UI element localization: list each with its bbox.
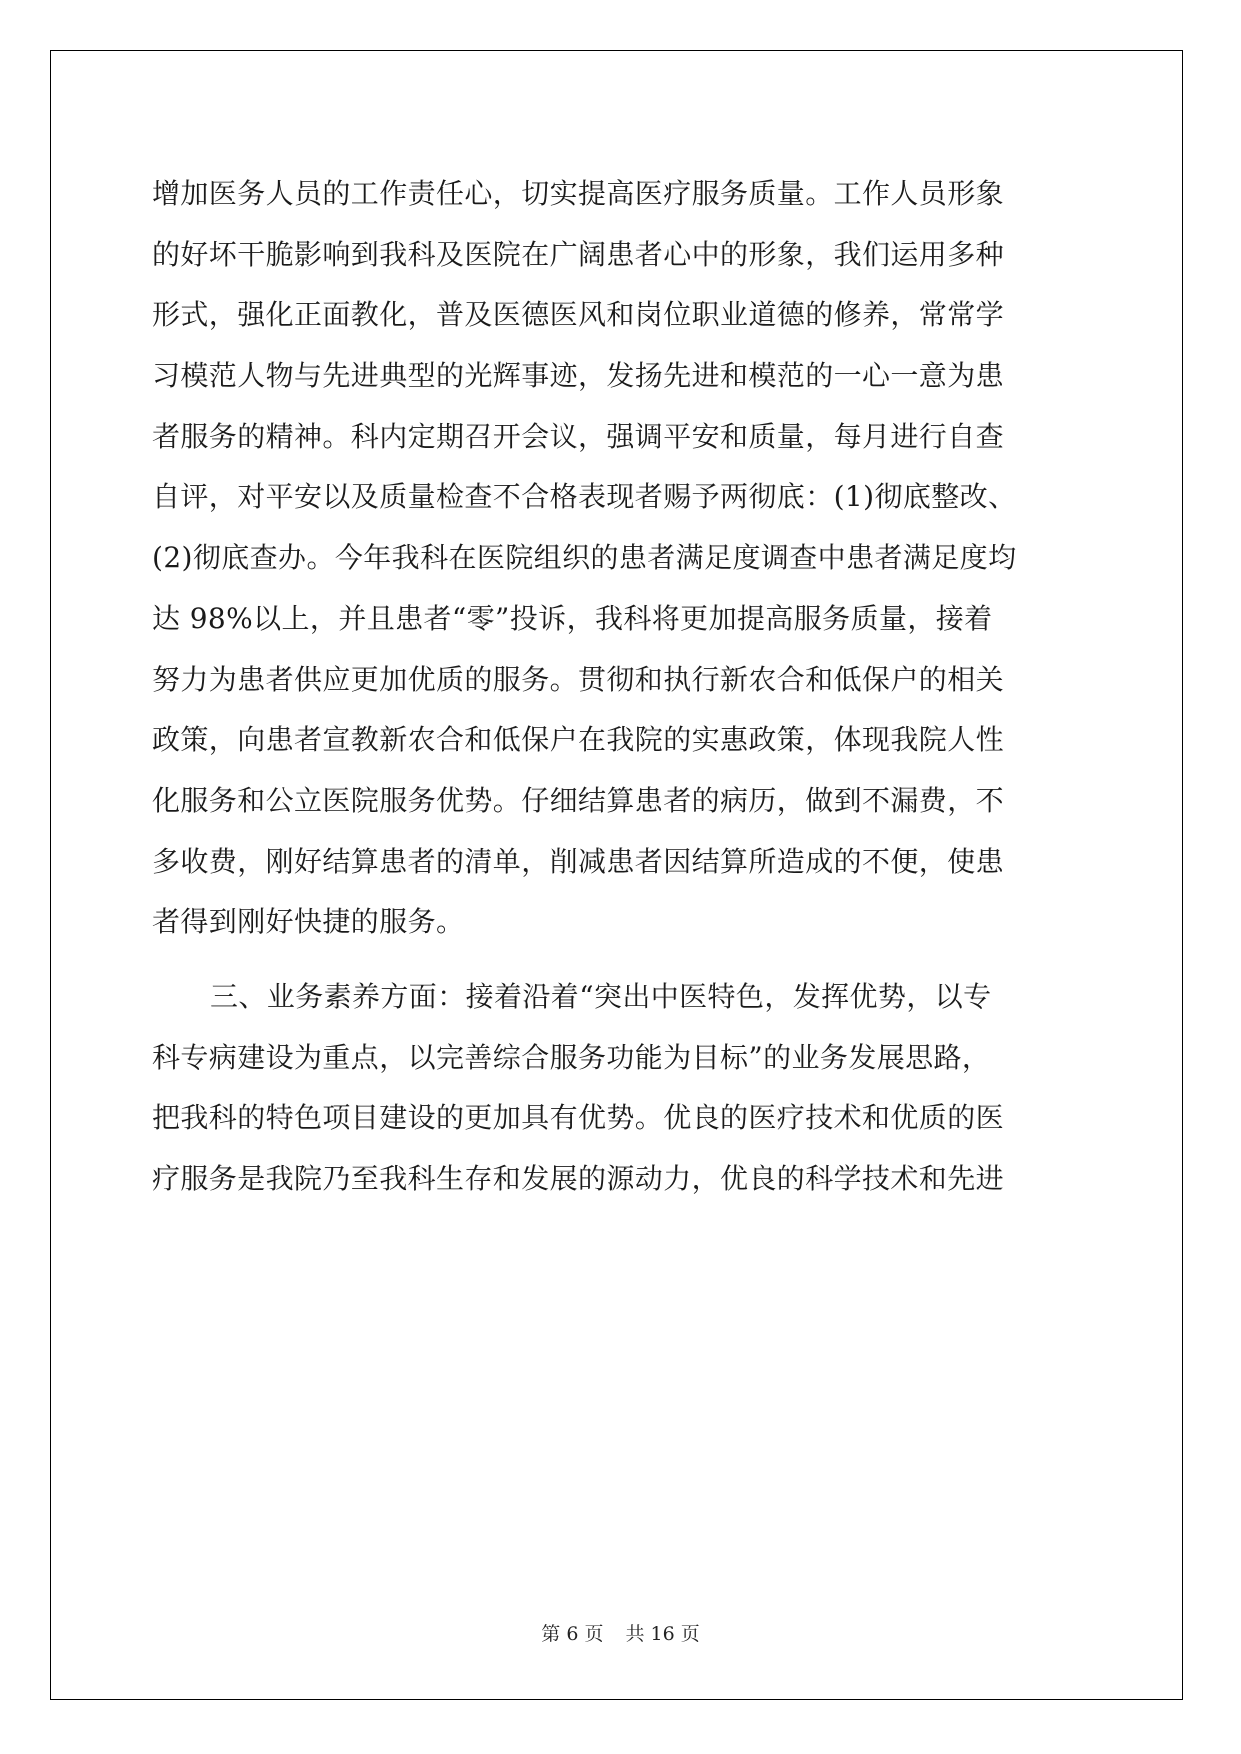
text-line: 疗服务是我院乃至我科生存和发展的源动力，优良的科学技术和先进 [152,1162,1005,1195]
text-line: 者服务的精神。科内定期召开会议，强调平安和质量，每月进行自查 [152,419,1005,453]
page-footer [0,1619,1241,1646]
text-line: 努力为患者供应更加优质的服务。贯彻和执行新农合和低保户的相关 [152,662,1005,696]
text-line: 自评，对平安以及质量检查不合格表现者赐予两彻底：(1)彻底整改、 [152,480,1017,514]
document-body [152,164,1092,1210]
text-line: 者得到刚好快捷的服务。 [152,905,465,939]
text-line: 达 98%以上，并且患者“零”投诉，我科将更加提高服务质量，接着 [152,601,993,635]
text-line: 把我科的特色项目建设的更加具有优势。优良的医疗技术和优质的医 [152,1101,1005,1135]
page-number: 第 6 页 [541,1623,604,1645]
text-line: 习模范人物与先进典型的光辉事迹，发扬先进和模范的一心一意为患 [152,359,1005,393]
text-line: 政策，向患者宣教新农合和低保户在我院的实惠政策，体现我院人性 [152,723,1005,757]
text-line: 增加医务人员的工作责任心，切实提高医疗服务质量。工作人员形象 [152,177,1005,210]
text-line: 科专病建设为重点，以完善综合服务功能为目标”的业务发展思路， [152,1040,991,1074]
text-line: 化服务和公立医院服务优势。仔细结算患者的病历，做到不漏费，不 [152,783,1005,817]
paragraph-heading-line: 三、业务素养方面：接着沿着“突出中医特色，发挥优势，以专 [210,979,992,1013]
text-line: (2)彻底查办。今年我科在医院组织的患者满足度调查中患者满足度均 [152,541,1017,575]
text-line: 多收费，刚好结算患者的清单，削减患者因结算所造成的不便，使患 [152,844,1005,878]
page-total: 共 16 页 [625,1623,700,1645]
text-line: 形式，强化正面教化，普及医德医风和岗位职业道德的修养，常常学 [152,298,1005,332]
text-line: 的好坏干脆影响到我科及医院在广阔患者心中的形象，我们运用多种 [152,237,1005,271]
